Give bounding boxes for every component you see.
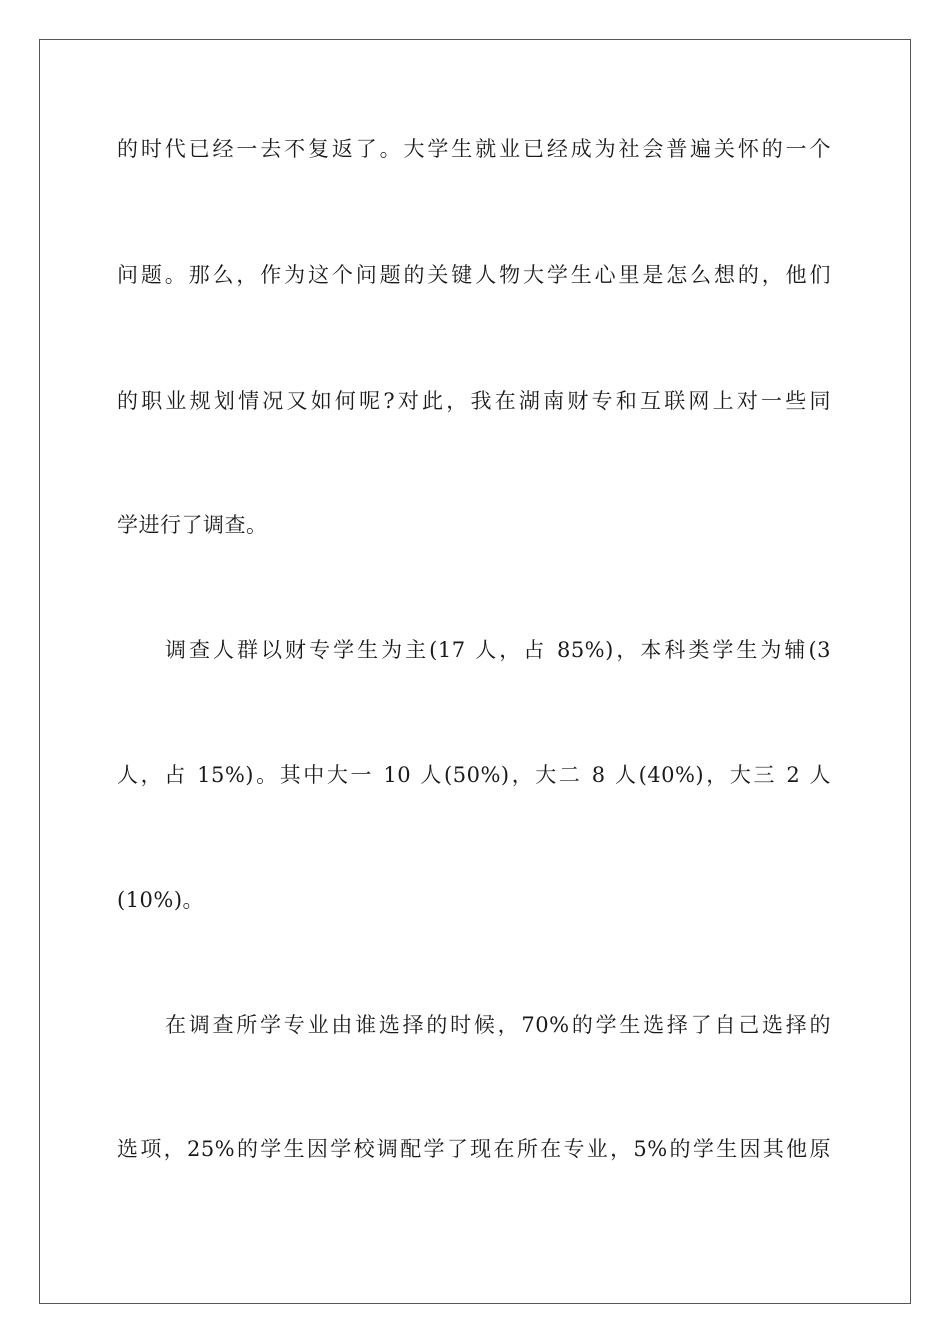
paragraph-line: 人，占 15%)。其中大一 10 人(50%)，大二 8 人(40%)，大三 2 人 — [117, 763, 831, 787]
paragraph-line: 在调查所学专业由谁选择的时候，70%的学生选择了自己选择的 — [165, 1013, 831, 1037]
paragraph-line: 选项，25%的学生因学校调配学了现在所在专业，5%的学生因其他原 — [117, 1137, 831, 1161]
paragraph-line: 的职业规划情况又如何呢?对此，我在湖南财专和互联网上对一些同 — [117, 389, 831, 413]
page-frame — [39, 39, 911, 1304]
paragraph-line: 的时代已经一去不复返了。大学生就业已经成为社会普遍关怀的一个 — [117, 137, 831, 161]
paragraph-line: 学进行了调查。 — [117, 513, 268, 537]
paragraph-line: (10%)。 — [117, 888, 205, 912]
paragraph-line: 调查人群以财专学生为主(17 人，占 85%)，本科类学生为辅(3 — [165, 638, 831, 662]
paragraph-line: 问题。那么，作为这个问题的关键人物大学生心里是怎么想的，他们 — [117, 263, 831, 287]
